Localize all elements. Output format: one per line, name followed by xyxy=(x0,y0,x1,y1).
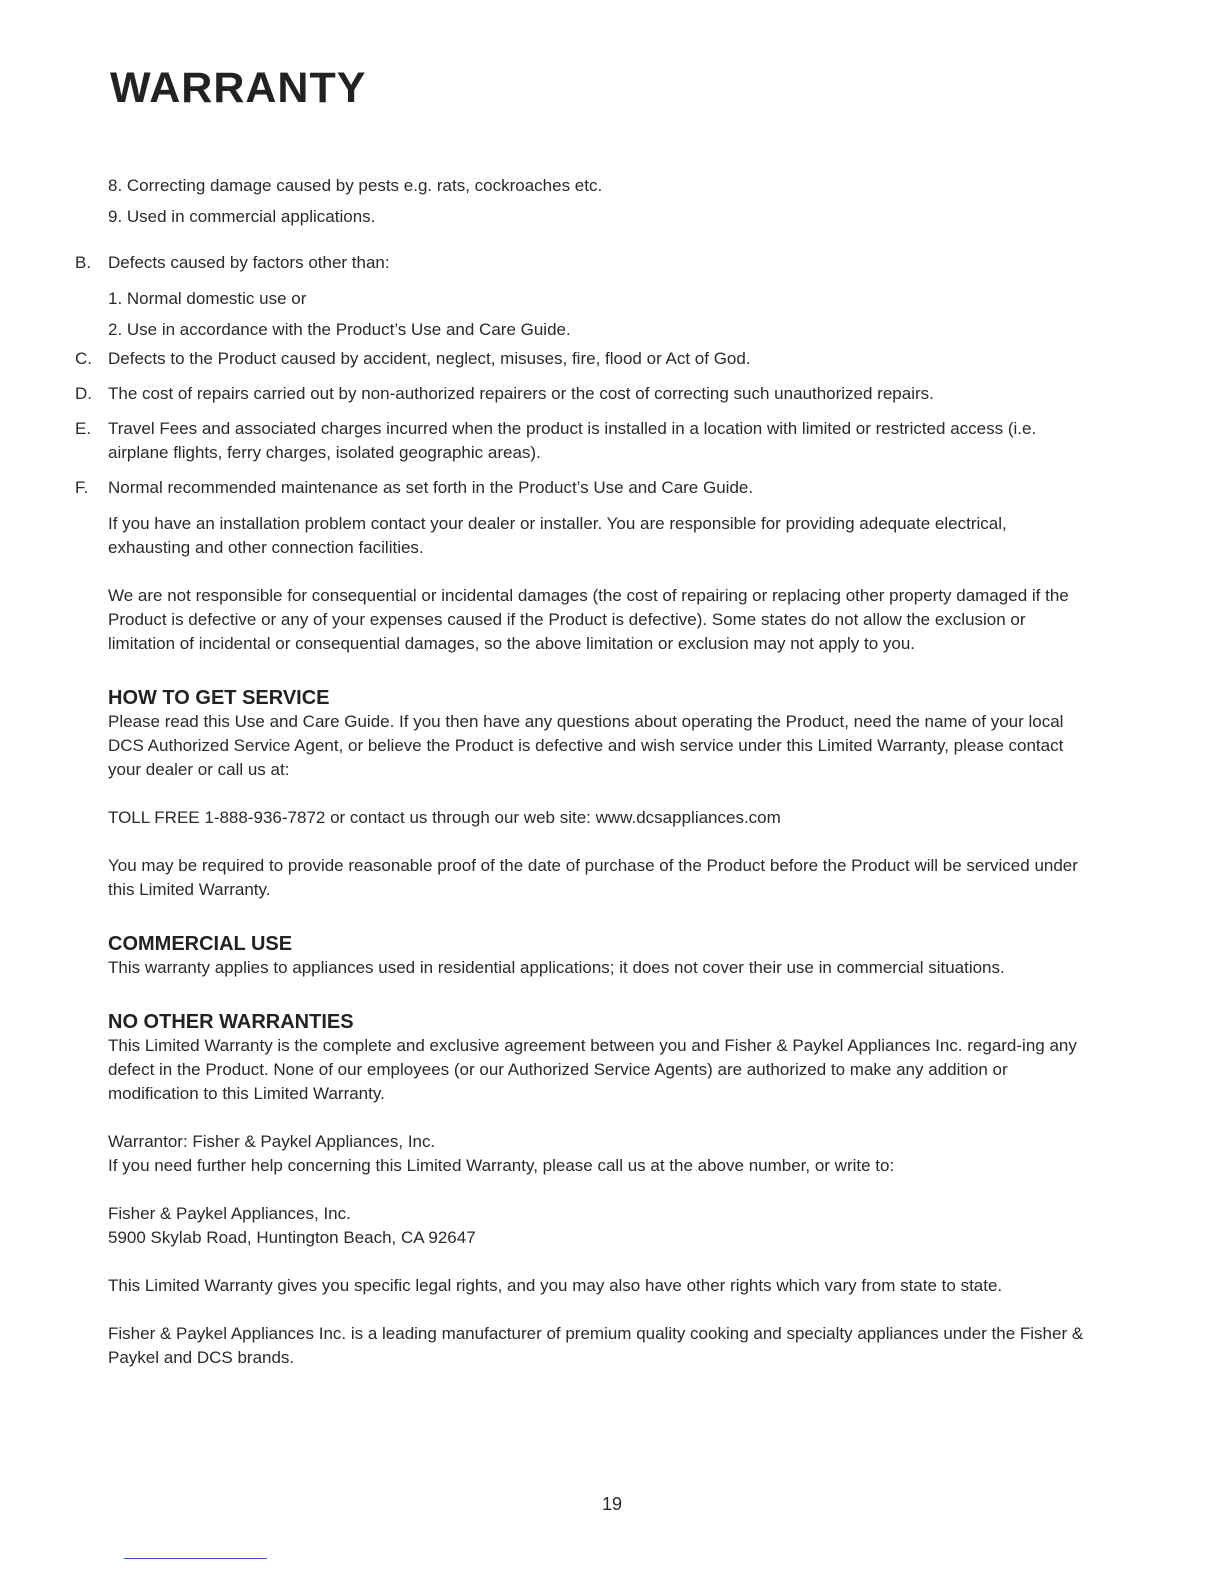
item-f xyxy=(75,476,1085,500)
commercial-heading: COMMERCIAL USE xyxy=(108,933,293,955)
installation-paragraph: If you have an installation problem contact your dealer or installer. You are responsible for providing adequate electrical, exhausting and other connection facilities. xyxy=(108,514,1007,557)
page-number: 19 xyxy=(601,1494,623,1514)
item-d-label: D. xyxy=(75,384,92,403)
no-other-warranties-heading: NO OTHER WARRANTIES xyxy=(108,1011,354,1033)
footer-rule xyxy=(124,1558,267,1559)
item-f-text: Normal recommended maintenance as set forth in the Product’s Use and Care Guide. xyxy=(108,478,754,497)
consequential-paragraph: We are not responsible for consequential or incidental damages (the cost of repairing or replacing other property damaged if the Product is defective or any of your expenses caused if the Product is defective). Some states do not allow the exclusion or limitation of incidental or consequential damages, so the above limitation or exclusion may not apply to you. xyxy=(108,586,1069,653)
service-paragraph: Please read this Use and Care Guide. If you then have any questions about operating the Product, need the name of your local DCS Authorized Service Agent, or believe the Product is defective and wish service under this Limited Warranty, please contact your dealer or call us at: xyxy=(108,712,1064,779)
exclusion-item-8: 8. Correcting damage caused by pests e.g. rats, cockroaches etc. xyxy=(108,176,603,195)
warranty-body xyxy=(75,174,1085,1394)
b-subitem-1: 1. Normal domestic use or xyxy=(108,289,307,308)
agreement-paragraph: This Limited Warranty is the complete and exclusive agreement between you and Fisher & Paykel Appliances Inc. regard-ing any defect in the Product. None of our employees (or our Authorized Service Agents) are authorized to make any addition or modification to this Limited Warranty. xyxy=(108,1036,1077,1103)
item-e-text: Travel Fees and associated charges incurred when the product is installed in a location with limited or restricted access (i.e. airplane flights, ferry charges, isolated geographic areas). xyxy=(108,419,1037,462)
commercial-paragraph: This warranty applies to appliances used in residential applications; it does not cover their use in commercial situations. xyxy=(108,958,1005,977)
proof-of-purchase-paragraph: You may be required to provide reasonable proof of the date of purchase of the Product before the Product will be serviced under this Limited Warranty. xyxy=(108,856,1078,899)
item-d xyxy=(75,382,1085,406)
b-subitem-2: 2. Use in accordance with the Product’s Use and Care Guide. xyxy=(108,320,571,339)
further-help-line: If you need further help concerning this Limited Warranty, please call us at the above number, or write to: xyxy=(108,1156,895,1175)
item-b-text: Defects caused by factors other than: xyxy=(108,253,390,272)
item-c-label: C. xyxy=(75,349,92,368)
item-c xyxy=(75,347,1085,371)
item-b xyxy=(75,251,1085,275)
page-title: WARRANTY xyxy=(110,64,367,112)
address-name: Fisher & Paykel Appliances, Inc. xyxy=(108,1204,351,1223)
company-paragraph: Fisher & Paykel Appliances Inc. is a leading manufacturer of premium quality cooking and specialty appliances under the Fisher & Paykel and DCS brands. xyxy=(108,1324,1084,1367)
item-d-text: The cost of repairs carried out by non-authorized repairers or the cost of correcting such unauthorized repairs. xyxy=(108,384,934,403)
item-e xyxy=(75,417,1085,465)
warrantor-line: Warrantor: Fisher & Paykel Appliances, Inc. xyxy=(108,1132,436,1151)
service-heading: HOW TO GET SERVICE xyxy=(108,687,330,709)
toll-free-paragraph: TOLL FREE 1-888-936-7872 or contact us through our web site: www.dcsappliances.com xyxy=(108,808,781,827)
item-e-label: E. xyxy=(75,419,92,438)
exclusion-item-9: 9. Used in commercial applications. xyxy=(108,207,376,226)
address-street: 5900 Skylab Road, Huntington Beach, CA 92647 xyxy=(108,1228,476,1247)
item-c-text: Defects to the Product caused by accident, neglect, misuses, fire, flood or Act of God. xyxy=(108,349,751,368)
item-f-label: F. xyxy=(75,478,89,497)
legal-rights-paragraph: This Limited Warranty gives you specific legal rights, and you may also have other rights which vary from state to state. xyxy=(108,1276,1003,1295)
item-b-label: B. xyxy=(75,253,92,272)
